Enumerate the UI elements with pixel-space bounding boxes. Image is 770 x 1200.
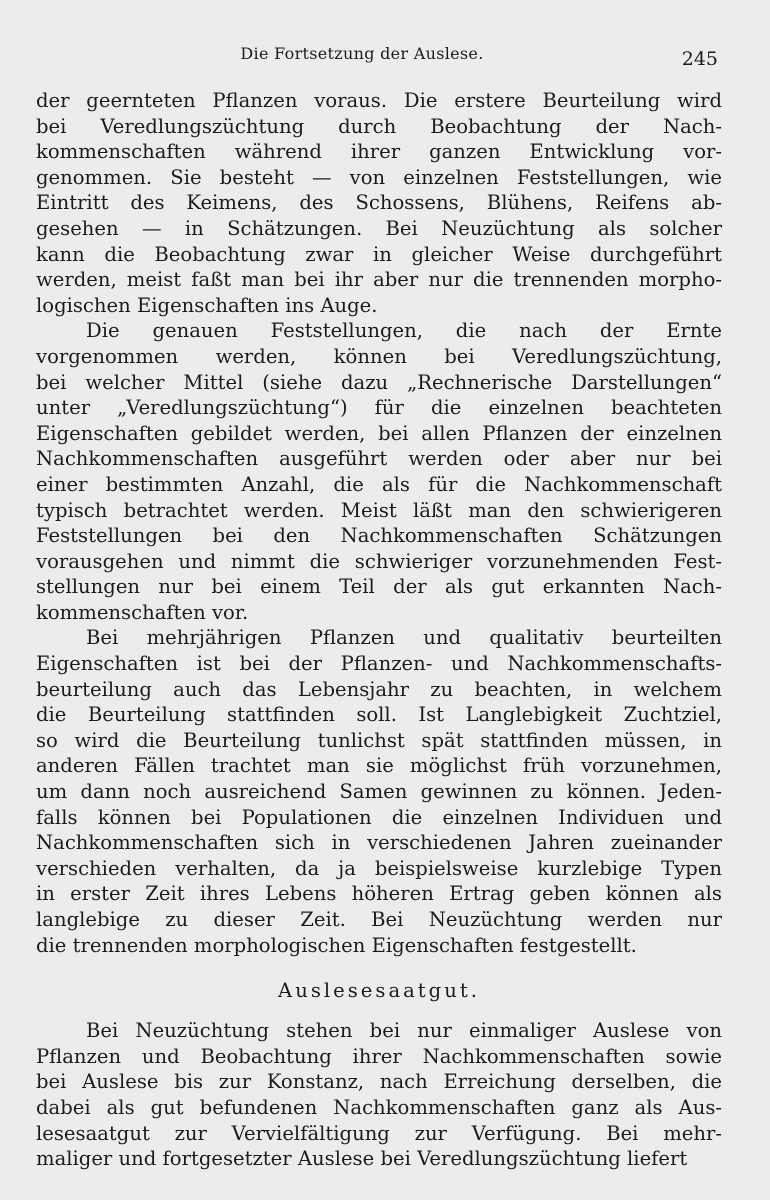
text-line: genommen. Sie besteht — von einzelnen Feststellungen, wie [36, 165, 722, 189]
text-line: vorgenommen werden, können bei Veredlungszüchtung, [36, 344, 722, 368]
text-line: Bei Neuzüchtung stehen bei nur einmaliger Auslese von [86, 1019, 722, 1043]
text-line: Eigenschaften ist bei der Pflanzen- und Nachkommenschafts- [36, 652, 722, 676]
page-number: 245 [681, 48, 718, 70]
text-line: Feststellungen bei den Nachkommenschaften Schätzungen [36, 524, 722, 548]
main-text [36, 88, 722, 958]
text-line: so wird die Beurteilung tunlichst spät stattfinden müssen, in [36, 728, 722, 752]
section-heading: Auslesesaatgut. [278, 979, 480, 1003]
paragraph [36, 318, 722, 625]
paragraph [36, 88, 722, 318]
text-line: die Beurteilung stattfinden soll. Ist Langlebigkeit Zuchtziel, [36, 703, 722, 727]
text-line: in erster Zeit ihres Lebens höheren Ertrag geben können als [36, 882, 722, 906]
page-body [36, 88, 722, 1172]
running-head [36, 44, 718, 74]
text-line: Eigenschaften gebildet werden, bei allen Pflanzen der einzelnen [36, 421, 722, 445]
text-line: lesesaatgut zur Vervielfältigung zur Verfügung. Bei mehr- [36, 1121, 722, 1145]
text-line: Nachkommenschaften ausgeführt werden oder aber nur bei [36, 447, 722, 471]
text-line: dabei als gut befundenen Nachkommenschaften ganz als Aus- [36, 1095, 722, 1119]
text-line: Pflanzen und Beobachtung ihrer Nachkommenschaften sowie [36, 1044, 722, 1068]
text-line: langlebige zu dieser Zeit. Bei Neuzüchtung werden nur [36, 908, 722, 931]
text-line: gesehen — in Schätzungen. Bei Neuzüchtung als solcher [36, 216, 722, 240]
text-line: typisch betrachtet werden. Meist läßt man den schwierigeren [36, 498, 722, 522]
text-line: Bei mehrjährigen Pflanzen und qualitativ beurteilten [86, 626, 722, 650]
text-line: Eintritt des Keimens, des Schossens, Blühens, Reifens ab- [36, 191, 722, 215]
paragraph [36, 1018, 722, 1172]
text-line: verschieden verhalten, da ja beispielsweise kurzlebige Typen [36, 856, 722, 880]
paragraph [36, 625, 722, 958]
text-line: Die genauen Feststellungen, die nach der Ernte [86, 319, 722, 343]
running-title: Die Fortsetzung der Auslese. [240, 44, 484, 63]
text-line: einer bestimmten Anzahl, die als für die Nachkommenschaft [36, 472, 722, 496]
text-line: anderen Fällen trachtet man sie möglichst früh vorzunehmen, [36, 754, 722, 778]
text-line: maliger und fortgesetzter Auslese bei Veredlungszüchtung liefert [36, 1147, 688, 1171]
text-line: werden, meist faßt man bei ihr aber nur die trennenden morpho- [36, 268, 722, 292]
text-line: logischen Eigenschaften ins Auge. [36, 293, 378, 317]
text-line: beurteilung auch das Lebensjahr zu beachten, in welchem [36, 677, 722, 701]
text-line: kommenschaften vor. [36, 600, 249, 624]
text-line: unter „Veredlungszüchtung“) für die einzelnen beachteten [36, 396, 722, 420]
text-line: kommenschaften während ihrer ganzen Entwicklung vor- [36, 140, 722, 164]
text-line: die trennenden morphologischen Eigenschaften festgestellt. [36, 933, 637, 957]
text-line: bei welcher Mittel (siehe dazu „Rechnerische Darstellungen“ [36, 370, 722, 394]
text-line: falls können bei Populationen die einzelnen Individuen und [36, 805, 722, 829]
text-line: vorausgehen und nimmt die schwieriger vorzunehmenden Fest- [36, 549, 722, 573]
text-line: kann die Beobachtung zwar in gleicher Weise durchgeführt [36, 242, 722, 266]
text-line: um dann noch ausreichend Samen gewinnen zu können. Jeden- [36, 780, 722, 804]
text-line: stellungen nur bei einem Teil der als gut erkannten Nach- [36, 575, 722, 599]
text-line: bei Veredlungszüchtung durch Beobachtung der Nach- [36, 114, 722, 138]
text-line: bei Auslese bis zur Konstanz, nach Erreichung derselben, die [36, 1070, 722, 1094]
text-line: der geernteten Pflanzen voraus. Die erstere Beurteilung wird [36, 89, 722, 112]
final-text [36, 1018, 722, 1172]
text-line: Nachkommenschaften sich in verschiedenen Jahren zueinander [36, 831, 722, 855]
